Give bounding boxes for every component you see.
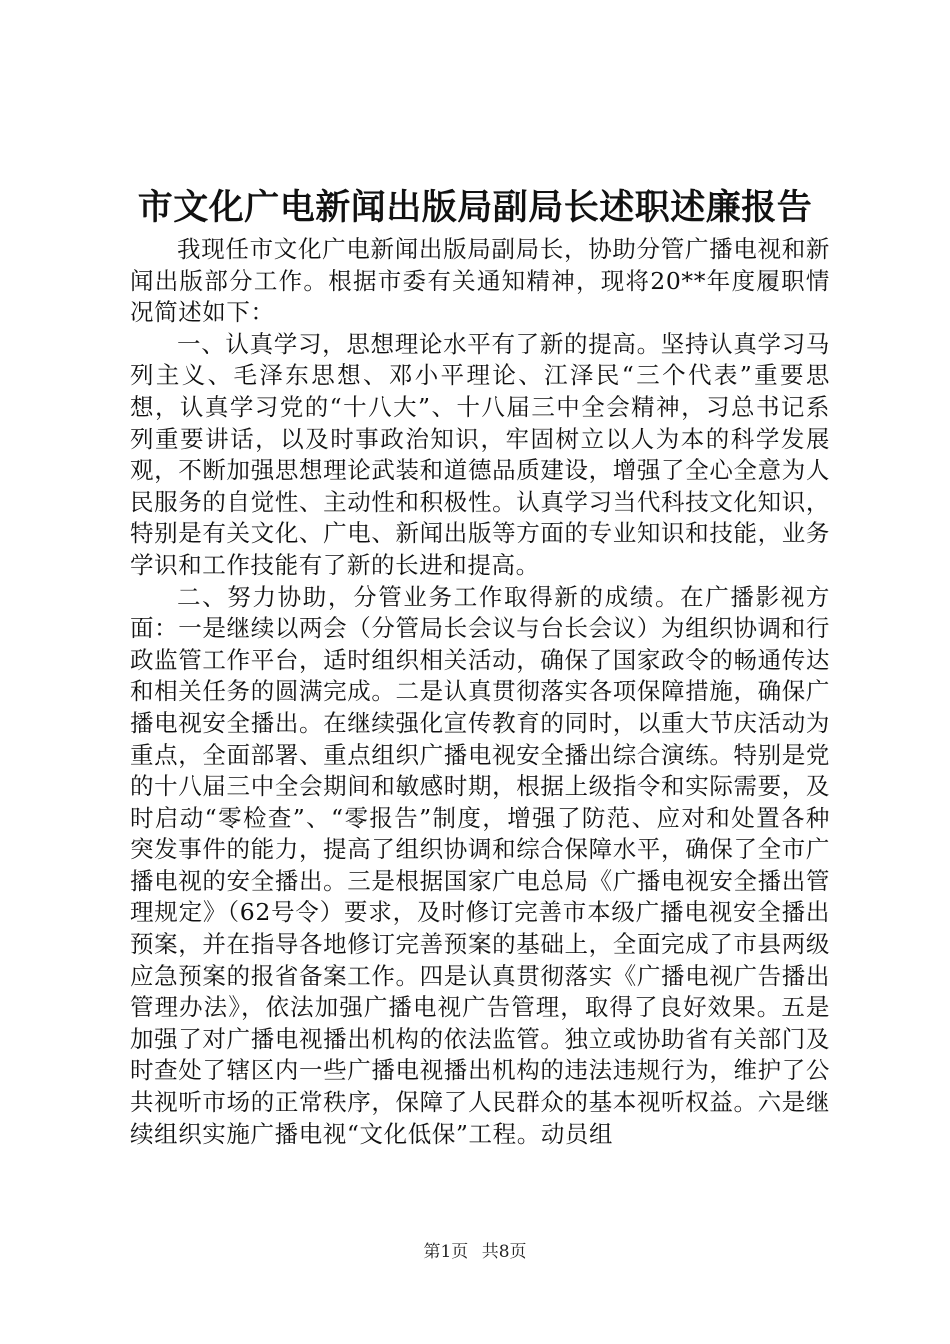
document-title: 市文化广电新闻出版局副局长述职述廉报告 xyxy=(137,187,813,228)
paragraph-study: 一、认真学习，思想理论水平有了新的提高。坚持认真学习马列主义、毛泽东思想、邓小平理论、江泽民“三个代表”重要思想，认真学习党的“十八大”、十八届三中全会精神，习总书记系列重要讲话，以及时事政治知识，牢固树立以人为本的科学发展观，不断加强思想理论武装和道德品质建设，增强了全心全意为人民服务的自觉性、主动性和积极性。认真学习当代科技文化知识，特别是有关文化、广电、新闻出版等方面的专业知识和技能，业务学识和工作技能有了新的长进和提高。 xyxy=(130,329,830,579)
document-body xyxy=(130,234,830,1150)
paragraph-intro: 我现任市文化广电新闻出版局副局长，协助分管广播电视和新闻出版部分工作。根据市委有关通知精神，现将20**年度履职情况简述如下： xyxy=(130,235,830,327)
page-number-current: 第1页 xyxy=(423,1242,469,1262)
page-number-total: 共8页 xyxy=(481,1242,527,1262)
paragraph-work: 二、努力协助，分管业务工作取得新的成绩。在广播影视方面：一是继续以两会（分管局长会议与台长会议）为组织协调和行政监管工作平台，适时组织相关活动，确保了国家政令的畅通传达和相关任务的圆满完成。二是认真贯彻落实各项保障措施，确保广播电视安全播出。在继续强化宣传教育的同时，以重大节庆活动为重点，全面部署、重点组织广播电视安全播出综合演练。特别是党的十八届三中全会期间和敏感时期，根据上级指令和实际需要，及时启动“零检查”、“零报告”制度，增强了防范、应对和处置各种突发事件的能力，提高了组织协调和综合保障水平，确保了全市广播电视的安全播出。三是根据国家广电总局《广播电视安全播出管理规定》（62号令）要求，及时修订完善市本级广播电视安全播出预案，并在指导各地修订完善预案的基础上，全面完成了市县两级应急预案的报省备案工作。四是认真贯彻落实《广播电视广告播出管理办法》，依法加强广播电视广告管理，取得了良好效果。五是加强了对广播电视播出机构的依法监管。独立或协助省有关部门及时查处了辖区内一些广播电视播出机构的违法违规行为，维护了公共视听市场的正常秩序，保障了人民群众的基本视听权益。六是继续组织实施广播电视“文化低保”工程。动员组 xyxy=(130,582,830,1148)
page-footer xyxy=(0,1241,950,1263)
